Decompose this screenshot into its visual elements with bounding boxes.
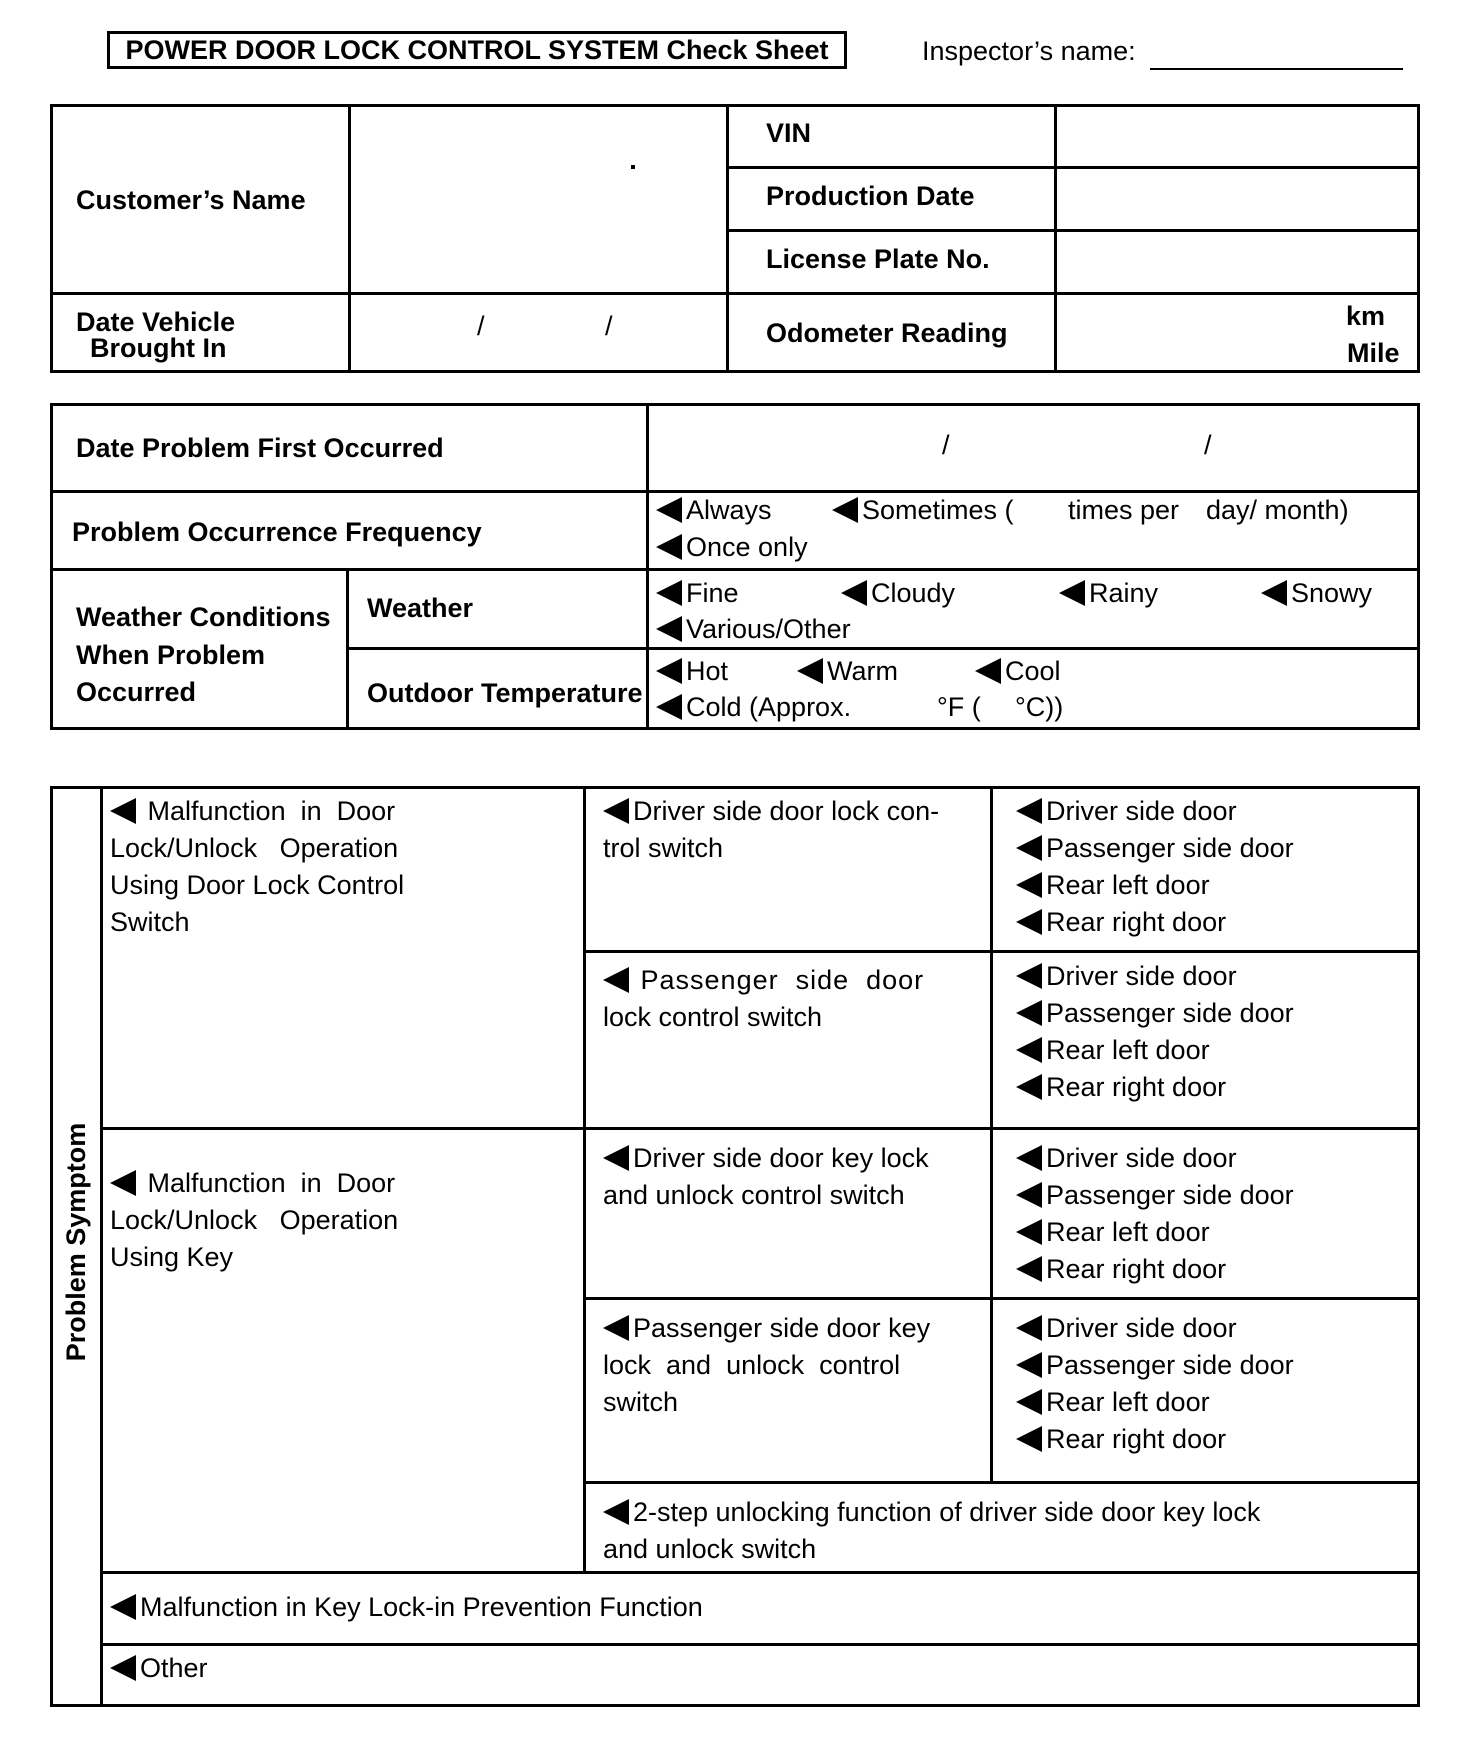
- unit-km[interactable]: km: [1346, 301, 1386, 331]
- door-option[interactable]: Rear left door: [1016, 867, 1294, 904]
- triangle-marker-icon: [1016, 1074, 1042, 1100]
- temp-hot-option[interactable]: Hot: [656, 656, 728, 687]
- weather-conditions-label-line2: When Problem: [76, 640, 266, 670]
- triangle-marker-icon: [656, 658, 682, 684]
- triangle-marker-icon: [1016, 1426, 1042, 1452]
- frequency-once-option[interactable]: Once only: [656, 532, 808, 563]
- customer-name-label: Customer’s Name: [76, 185, 306, 215]
- temp-celsius-label: °C)): [1015, 692, 1064, 722]
- triangle-marker-icon: [603, 1145, 629, 1171]
- odometer-field[interactable]: [1057, 295, 1337, 370]
- triangle-marker-icon: [797, 658, 823, 684]
- triangle-marker-icon: [110, 798, 136, 824]
- door-option[interactable]: Rear right door: [1016, 904, 1294, 941]
- key-lockin-prevention-option[interactable]: Malfunction in Key Lock-in Prevention Function: [110, 1589, 703, 1626]
- triangle-marker-icon: [1016, 1182, 1042, 1208]
- weather-snowy-option[interactable]: Snowy: [1261, 578, 1372, 609]
- inspector-name-field[interactable]: [1150, 68, 1403, 70]
- door-list: [1016, 958, 1294, 1106]
- triangle-marker-icon: [656, 497, 682, 523]
- temp-cold-option[interactable]: Cold (Approx.: [656, 692, 851, 723]
- production-date-label: Production Date: [766, 181, 975, 211]
- triangle-marker-icon: [656, 580, 682, 606]
- vin-label: VIN: [766, 118, 812, 148]
- weather-conditions-label-line3: Occurred: [76, 677, 197, 707]
- temp-fahrenheit-label: °F (: [937, 692, 981, 722]
- triangle-marker-icon: [975, 658, 1001, 684]
- switch-malfunction-option[interactable]: Malfunction in Door Lock/Unlock Operation Using Door Lock Control Switch: [110, 796, 405, 937]
- vin-field[interactable]: [1057, 107, 1417, 166]
- door-option[interactable]: Passenger side door: [1016, 995, 1294, 1032]
- date-brought-in-label-line1: Date Vehicle: [76, 307, 236, 337]
- weather-label: Weather: [367, 593, 474, 623]
- date-brought-in-field[interactable]: [351, 295, 726, 370]
- frequency-always-option[interactable]: Always: [656, 495, 772, 526]
- triangle-marker-icon: [603, 1315, 629, 1341]
- triangle-marker-icon: [841, 580, 867, 606]
- stray-dot: [631, 165, 635, 169]
- weather-rainy-option[interactable]: Rainy: [1059, 578, 1158, 609]
- triangle-marker-icon: [656, 534, 682, 560]
- frequency-sometimes-option[interactable]: Sometimes (: [832, 495, 1014, 526]
- triangle-marker-icon: [110, 1170, 136, 1196]
- triangle-marker-icon: [1016, 872, 1042, 898]
- triangle-marker-icon: [1016, 798, 1042, 824]
- door-option[interactable]: Driver side door: [1016, 1140, 1294, 1177]
- unit-mile[interactable]: Mile: [1347, 338, 1400, 368]
- inspector-name-label: Inspector’s name:: [922, 36, 1136, 66]
- door-option[interactable]: Rear left door: [1016, 1032, 1294, 1069]
- frequency-times-per-label: times per: [1068, 495, 1180, 525]
- frequency-label: Problem Occurrence Frequency: [72, 517, 482, 547]
- weather-conditions-label-line1: Weather Conditions: [76, 602, 331, 632]
- triangle-marker-icon: [603, 798, 629, 824]
- date-brought-in-label-line2: Brought In: [90, 333, 227, 363]
- weather-cloudy-option[interactable]: Cloudy: [841, 578, 955, 609]
- door-option[interactable]: Rear right door: [1016, 1421, 1294, 1458]
- triangle-marker-icon: [832, 497, 858, 523]
- triangle-marker-icon: [1016, 1219, 1042, 1245]
- date-separator: /: [1204, 430, 1212, 460]
- date-separator: /: [477, 311, 485, 341]
- door-option[interactable]: Passenger side door: [1016, 1177, 1294, 1214]
- license-plate-label: License Plate No.: [766, 244, 990, 274]
- door-list: [1016, 1310, 1294, 1458]
- door-list: [1016, 793, 1294, 941]
- date-separator: /: [605, 311, 613, 341]
- production-date-field[interactable]: [1057, 169, 1417, 229]
- date-first-occurred-label: Date Problem First Occurred: [76, 433, 444, 463]
- date-separator: /: [942, 430, 950, 460]
- triangle-marker-icon: [1016, 835, 1042, 861]
- customer-name-field[interactable]: [351, 107, 726, 292]
- key-malfunction-option[interactable]: Malfunction in Door Lock/Unlock Operation Using Key: [110, 1168, 399, 1272]
- driver-switch-option[interactable]: Driver side door lock con- trol switch: [603, 796, 940, 863]
- door-option[interactable]: Rear left door: [1016, 1214, 1294, 1251]
- triangle-marker-icon: [1016, 1145, 1042, 1171]
- passenger-switch-option[interactable]: Passenger side door lock control switch: [603, 965, 925, 1032]
- driver-key-switch-option[interactable]: Driver side door key lock and unlock control switch: [603, 1143, 929, 1210]
- door-option[interactable]: Rear right door: [1016, 1251, 1294, 1288]
- date-first-occurred-field[interactable]: [649, 406, 1417, 490]
- triangle-marker-icon: [1016, 1256, 1042, 1282]
- triangle-marker-icon: [1016, 1389, 1042, 1415]
- weather-fine-option[interactable]: Fine: [656, 578, 739, 609]
- temp-warm-option[interactable]: Warm: [797, 656, 898, 687]
- triangle-marker-icon: [1016, 1000, 1042, 1026]
- outdoor-temperature-label: Outdoor Temperature: [367, 678, 643, 708]
- triangle-marker-icon: [1016, 1037, 1042, 1063]
- license-plate-field[interactable]: [1057, 232, 1417, 292]
- triangle-marker-icon: [110, 1594, 136, 1620]
- triangle-marker-icon: [1016, 963, 1042, 989]
- door-option[interactable]: Rear left door: [1016, 1384, 1294, 1421]
- door-option[interactable]: Passenger side door: [1016, 1347, 1294, 1384]
- door-option[interactable]: Rear right door: [1016, 1069, 1294, 1106]
- triangle-marker-icon: [603, 1499, 629, 1525]
- triangle-marker-icon: [603, 967, 629, 993]
- weather-various-option[interactable]: Various/Other: [656, 614, 851, 645]
- door-option[interactable]: Driver side door: [1016, 958, 1294, 995]
- two-step-unlock-option[interactable]: 2-step unlocking function of driver side door key lock and unlock switch: [603, 1497, 1261, 1564]
- triangle-marker-icon: [656, 616, 682, 642]
- check-sheet-title: POWER DOOR LOCK CONTROL SYSTEM Check Sheet: [107, 31, 847, 69]
- triangle-marker-icon: [1016, 1315, 1042, 1341]
- frequency-day-month-label: day/ month): [1206, 495, 1349, 525]
- door-option[interactable]: Driver side door: [1016, 793, 1294, 830]
- triangle-marker-icon: [1016, 909, 1042, 935]
- other-option[interactable]: Other: [110, 1650, 208, 1687]
- triangle-marker-icon: [110, 1655, 136, 1681]
- door-option[interactable]: Driver side door: [1016, 1310, 1294, 1347]
- passenger-key-switch-option[interactable]: Passenger side door key lock and unlock control switch: [603, 1313, 931, 1417]
- triangle-marker-icon: [1059, 580, 1085, 606]
- door-option[interactable]: Passenger side door: [1016, 830, 1294, 867]
- triangle-marker-icon: [1261, 580, 1287, 606]
- door-list: [1016, 1140, 1294, 1288]
- triangle-marker-icon: [1016, 1352, 1042, 1378]
- problem-symptom-label: Problem Symptom: [61, 1122, 91, 1362]
- triangle-marker-icon: [656, 694, 682, 720]
- temp-cool-option[interactable]: Cool: [975, 656, 1061, 687]
- odometer-label: Odometer Reading: [766, 318, 1008, 348]
